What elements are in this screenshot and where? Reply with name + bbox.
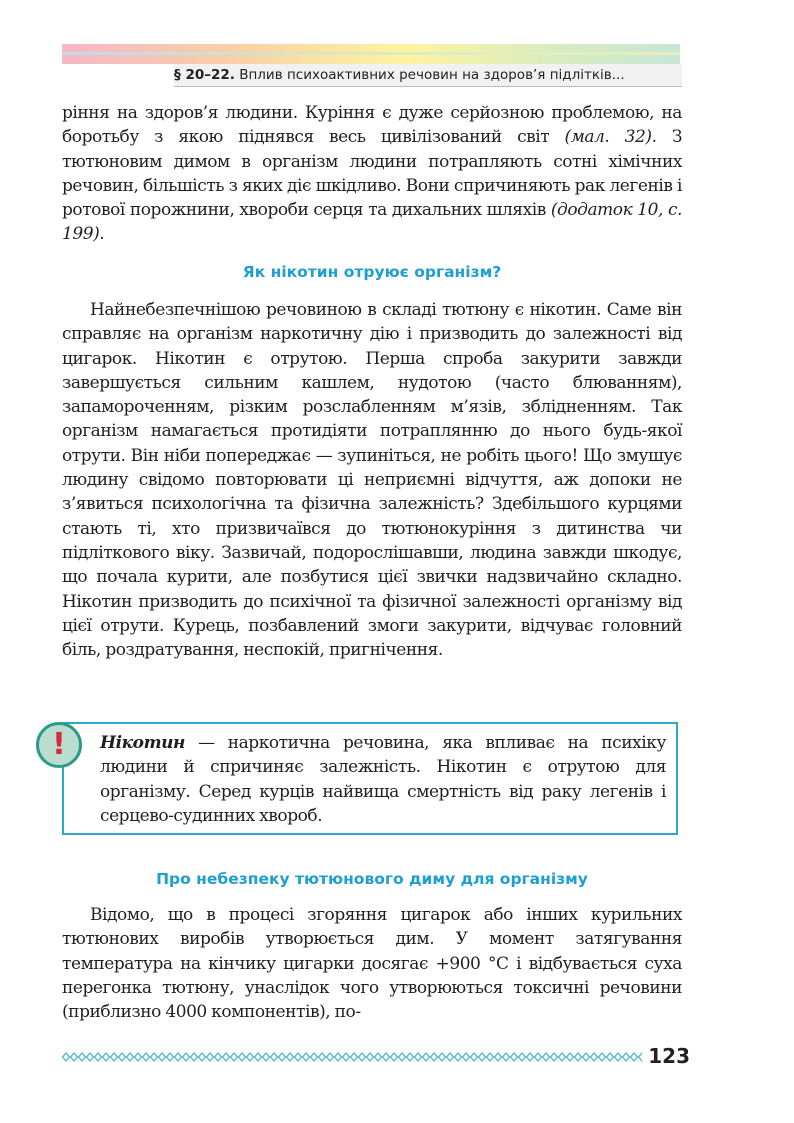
exclamation-glyph: !	[52, 727, 66, 762]
paragraph-1-text: ріння на здоров’я людини. Куріння є дуже серйозною проблемою, на боротьбу з якою піднявся весь цивілізований світ	[62, 103, 682, 148]
exclamation-circle-icon	[36, 722, 82, 768]
section-number: § 20–22.	[174, 67, 235, 83]
appendix-reference: (додаток 10, с. 199)	[62, 200, 682, 245]
header-color-band	[62, 44, 680, 64]
figure-reference: (мал. 32)	[564, 127, 652, 148]
paragraph-1-end: .	[99, 224, 105, 245]
chapter-title: Вплив психоактивних речовин на здоров’я підлітків...	[239, 67, 625, 83]
subheading-smoke: Про небезпеку тютюнового диму для організму	[156, 870, 588, 888]
paragraph-2-text: Найнебезпечнішою речовиною в складі тютюну є нікотин. Саме він справляє на організм наркотичну дію і призводить до залежності від цигарок. Нікотин є отрутою. Перша спроба закурити завжди завершується сильним кашлем, нудотою (часто блюванням), запамороченням, різким розслабленням м’язів, зблідненням. Так організм намагається протидіяти потраплянню до нього будь-якої отрути. Він ніби попереджає — зупиніться, не робіть цього! Що змушує людину свідомо повторювати ці неприємні відчуття, аж допоки не з’явиться психологічна та фізична залежність? Здебільшого курцями стають ті, хто призвичаївся до тютюнокуріння з дитинства чи підліткового віку. Зазвичай, подорослішавши, людина завжди шкодує, що почала курити, але позбутися цієї звички надзвичайно складно. Нікотин призводить до психічної та фізичної залежності організму від цієї отрути. Курець, позбавлений змоги закурити, відчуває головний біль, роздратування, неспокій, пригнічення.	[62, 300, 682, 661]
paragraph-3	[62, 903, 682, 1024]
paragraph-3-text: Відомо, що в процесі згоряння цигарок або інших курильних тютюнових виробів утворюється дим. У момент затягування температура на кінчику цигарки досягає +900 °С і відбувається суха перегонка тютюну, унаслідок чого утворюються токсичні речовини (приблизно 4000 компонентів), по-	[62, 905, 682, 1023]
subheading-nicotine: Як нікотин отруює організм?	[242, 263, 502, 281]
paragraph-1-text-2: . З тютюновим димом в організм людини потрапляють сотні хімічних речовин, більшість з яких діє шкідливо. Вони спричиняють рак легенів і ротової порожнини, хвороби серця та дихальних шляхів	[62, 127, 682, 221]
running-head	[174, 64, 682, 87]
footer-diamond-pattern	[62, 1052, 642, 1062]
definition-term: Нікотин	[100, 733, 185, 753]
definition-body: — наркотична речовина, яка впливає на психіку людини й спричиняє залежність. Нікотин є отрутою для організму. Серед курців найвища смертність від раку легенів і серцево-судинних хвороб.	[100, 733, 666, 826]
paragraph-1	[62, 101, 682, 247]
definition-text	[100, 731, 666, 828]
page-number: 123	[648, 1044, 690, 1068]
paragraph-2	[62, 298, 682, 662]
